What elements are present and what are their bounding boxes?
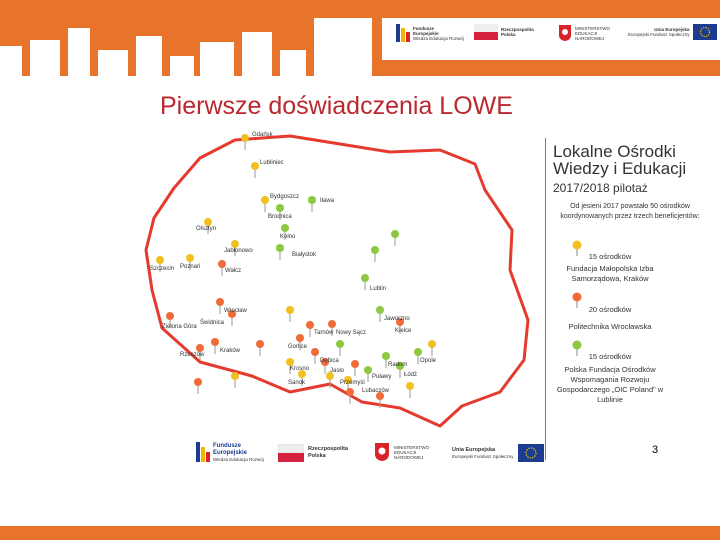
city-label: Zielona Góra — [162, 324, 197, 330]
city-label: Bydgoszcz — [270, 194, 300, 200]
fundusze-label: Europejskie — [213, 449, 248, 456]
deco-block — [200, 42, 234, 76]
city-label: Brodnica — [268, 214, 292, 220]
group-item — [535, 252, 685, 284]
city-label: Tarnów — [314, 330, 334, 336]
intro-note: Od jesieni 2017 powstało 50 ośrodków koordynowanych przez trzech beneficjentów: — [560, 203, 700, 220]
city-label: Świdnica — [200, 320, 225, 326]
city-label: Szczecin — [150, 266, 175, 272]
city-label: Radom — [388, 362, 408, 368]
city-label: Gdańsk — [252, 132, 273, 138]
city-label: Nowy Sącz — [336, 330, 367, 336]
city-label: Olsztyn — [196, 226, 217, 232]
rp-logo — [278, 444, 348, 462]
city-label: Białystok — [292, 252, 317, 258]
divider-line — [545, 138, 546, 460]
eu-flag-icon — [518, 444, 544, 462]
polish-flag-icon — [278, 444, 304, 462]
section-subtitle: 2017/2018 pilotaż — [553, 181, 648, 195]
ministry-logo — [558, 24, 610, 42]
fundusze-label: Fundusze — [413, 25, 434, 31]
fundusze-sub: Wiedza Edukacja Rozwój — [413, 35, 464, 41]
city-label: Rzeszów — [180, 352, 205, 358]
city-label: Poznań — [180, 264, 201, 270]
footer-logos — [190, 432, 550, 474]
page-number: 3 — [652, 444, 659, 456]
fundusze-label: Europejskie — [413, 30, 439, 36]
eu-label: Unia Europejska — [654, 27, 690, 32]
header-logos — [382, 18, 720, 60]
section-title-line: Lokalne Ośrodki — [553, 142, 676, 161]
deco-block — [170, 56, 194, 76]
deco-block — [0, 46, 22, 76]
map-pin — [194, 378, 202, 394]
city-label: Wrocław — [224, 308, 247, 314]
eu-sub: Europejski Fundusz Społeczny — [452, 454, 514, 459]
city-label: Kolno — [280, 234, 296, 240]
poland-map — [140, 130, 550, 430]
group-count: 15 ośrodków — [588, 352, 632, 361]
city-label: Dębica — [320, 358, 339, 364]
group-count: 15 ośrodków — [588, 252, 632, 261]
group-org: Fundacja Małopolska Izba Samorządowa, Kraków — [566, 264, 654, 283]
fundusze-icon — [196, 442, 210, 462]
city-label: Puławy — [372, 374, 392, 380]
city-label: Iława — [320, 198, 335, 204]
group-org: Polska Fundacja Ośrodków Wspomagania Rozwoju Gospodarczego „OIC Poland” w Lublinie — [556, 365, 664, 404]
deco-block — [314, 18, 372, 76]
ministry-label: NARODOWEJ — [575, 35, 605, 41]
polish-flag-icon — [474, 24, 498, 40]
city-label: Wałcz — [225, 268, 242, 274]
ministry-label: EDUKACJI — [394, 449, 417, 455]
ministry-label: MINISTERSTWO — [575, 25, 610, 31]
group-org: Politechnika Wrocławska — [568, 322, 652, 331]
rp-label: Polska — [308, 453, 326, 459]
ministry-label: NARODOWEJ — [394, 454, 424, 460]
ministry-label: MINISTERSTWO — [394, 444, 429, 450]
deco-block — [68, 28, 90, 76]
city-label: Kraków — [220, 348, 241, 354]
eu-logo — [452, 444, 544, 462]
eagle-emblem-icon — [558, 24, 572, 42]
deco-block — [98, 50, 128, 76]
city-label: Kielce — [395, 328, 412, 334]
rp-label: Rzeczpospolita — [501, 27, 534, 32]
deco-block — [136, 36, 162, 76]
deco-block — [30, 40, 60, 76]
map-pin — [231, 372, 239, 388]
city-label: Opole — [420, 358, 437, 364]
section-title — [553, 143, 686, 177]
deco-block — [242, 32, 272, 76]
group-item — [535, 352, 685, 405]
rp-label: Polska — [501, 32, 516, 37]
eagle-emblem-icon — [374, 442, 390, 462]
city-label: Sanok — [288, 380, 306, 386]
group-count: 20 ośrodków — [588, 305, 632, 314]
fundusze-logo — [396, 24, 464, 42]
rp-label: Rzeczpospolita — [308, 446, 349, 452]
fundusze-icon — [396, 24, 410, 42]
fundusze-sub: Wiedza Edukacja Rozwój — [213, 456, 264, 462]
eu-label: Unia Europejska — [452, 447, 496, 453]
city-label: Jaworzno — [384, 316, 410, 322]
fundusze-label: Fundusze — [213, 442, 241, 449]
footer-bar — [0, 526, 720, 540]
eu-sub: Europejski Fundusz Społeczny — [628, 32, 690, 37]
poland-outline — [146, 136, 528, 426]
ministry-logo — [374, 442, 429, 462]
city-label: Jasło — [330, 368, 345, 374]
city-label: Lubliniec — [260, 160, 284, 166]
group-item — [535, 305, 685, 332]
city-label: Gorlice — [288, 344, 308, 350]
rp-logo — [474, 24, 534, 40]
city-label: Jabłonowo — [224, 248, 253, 254]
eu-flag-icon — [693, 24, 717, 40]
city-label: Przemyśl — [340, 380, 365, 386]
ministry-label: EDUKACJI — [575, 30, 598, 36]
slide-title: Pierwsze doświadczenia LOWE — [160, 92, 513, 120]
city-label: Łódź — [404, 372, 418, 378]
fundusze-logo — [196, 442, 264, 462]
city-label: Lublin — [370, 286, 387, 292]
city-label: Krosno — [290, 366, 310, 372]
eu-logo — [628, 24, 717, 40]
city-label: Lubaczów — [362, 388, 390, 394]
deco-block — [280, 50, 306, 76]
section-title-line: Wiedzy i Edukacji — [553, 159, 687, 178]
